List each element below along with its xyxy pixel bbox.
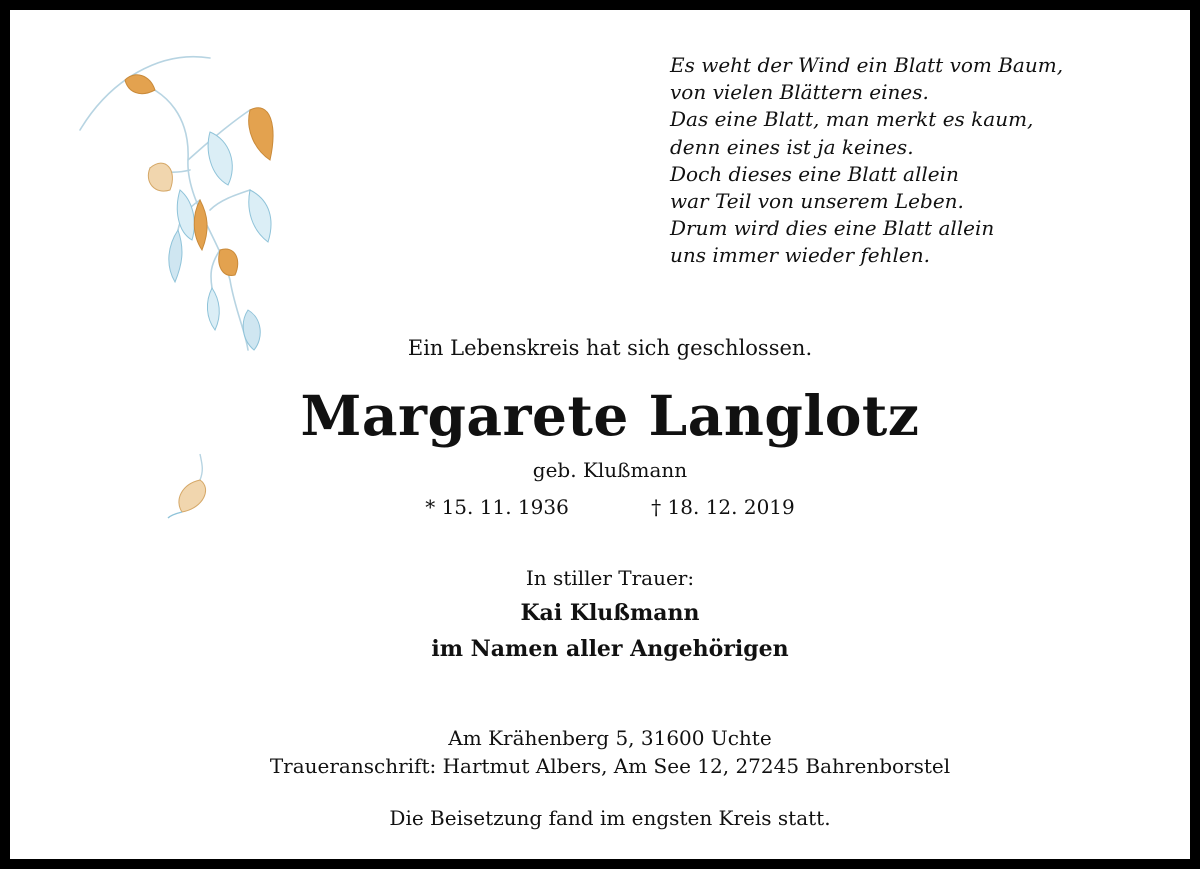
poem-line: von vielen Blättern eines. — [670, 80, 929, 105]
home-address: Am Krähenberg 5, 31600 Uchte — [448, 726, 772, 750]
poem-line: Es weht der Wind ein Blatt vom Baum, — [670, 53, 1064, 77]
poem-line: Drum wird dies eine Blatt allein — [670, 216, 995, 241]
poem-line: Doch dieses eine Blatt allein — [670, 161, 959, 186]
mourner-name: Kai Klußmann — [520, 600, 700, 626]
poem — [670, 52, 1063, 270]
poem-line: war Teil von unserem Leben. — [670, 189, 964, 214]
death-date: † 18. 12. 2019 — [651, 495, 795, 519]
poem-line: denn eines ist ja keines. — [670, 134, 914, 159]
deceased-name: Margarete Langlotz — [300, 383, 920, 448]
intro-line: Ein Lebenskreis hat sich geschlossen. — [407, 336, 813, 360]
birth-date: * 15. 11. 1936 — [425, 495, 569, 519]
mourning-heading: In stiller Trauer: — [525, 566, 695, 590]
poem-line: Das eine Blatt, man merkt es kaum, — [670, 107, 1034, 132]
condolence-address: Traueranschrift: Hartmut Albers, Am See 12, 27245 Bahrenborstel — [269, 754, 951, 778]
maiden-name: geb. Klußmann — [532, 458, 688, 482]
life-dates — [10, 495, 1200, 519]
leaf-branch-icon — [70, 50, 290, 370]
on-behalf-line: im Namen aller Angehörigen — [431, 636, 789, 662]
burial-note: Die Beisetzung fand im engsten Kreis statt. — [389, 806, 831, 830]
poem-line: uns immer wieder fehlen. — [670, 243, 930, 268]
